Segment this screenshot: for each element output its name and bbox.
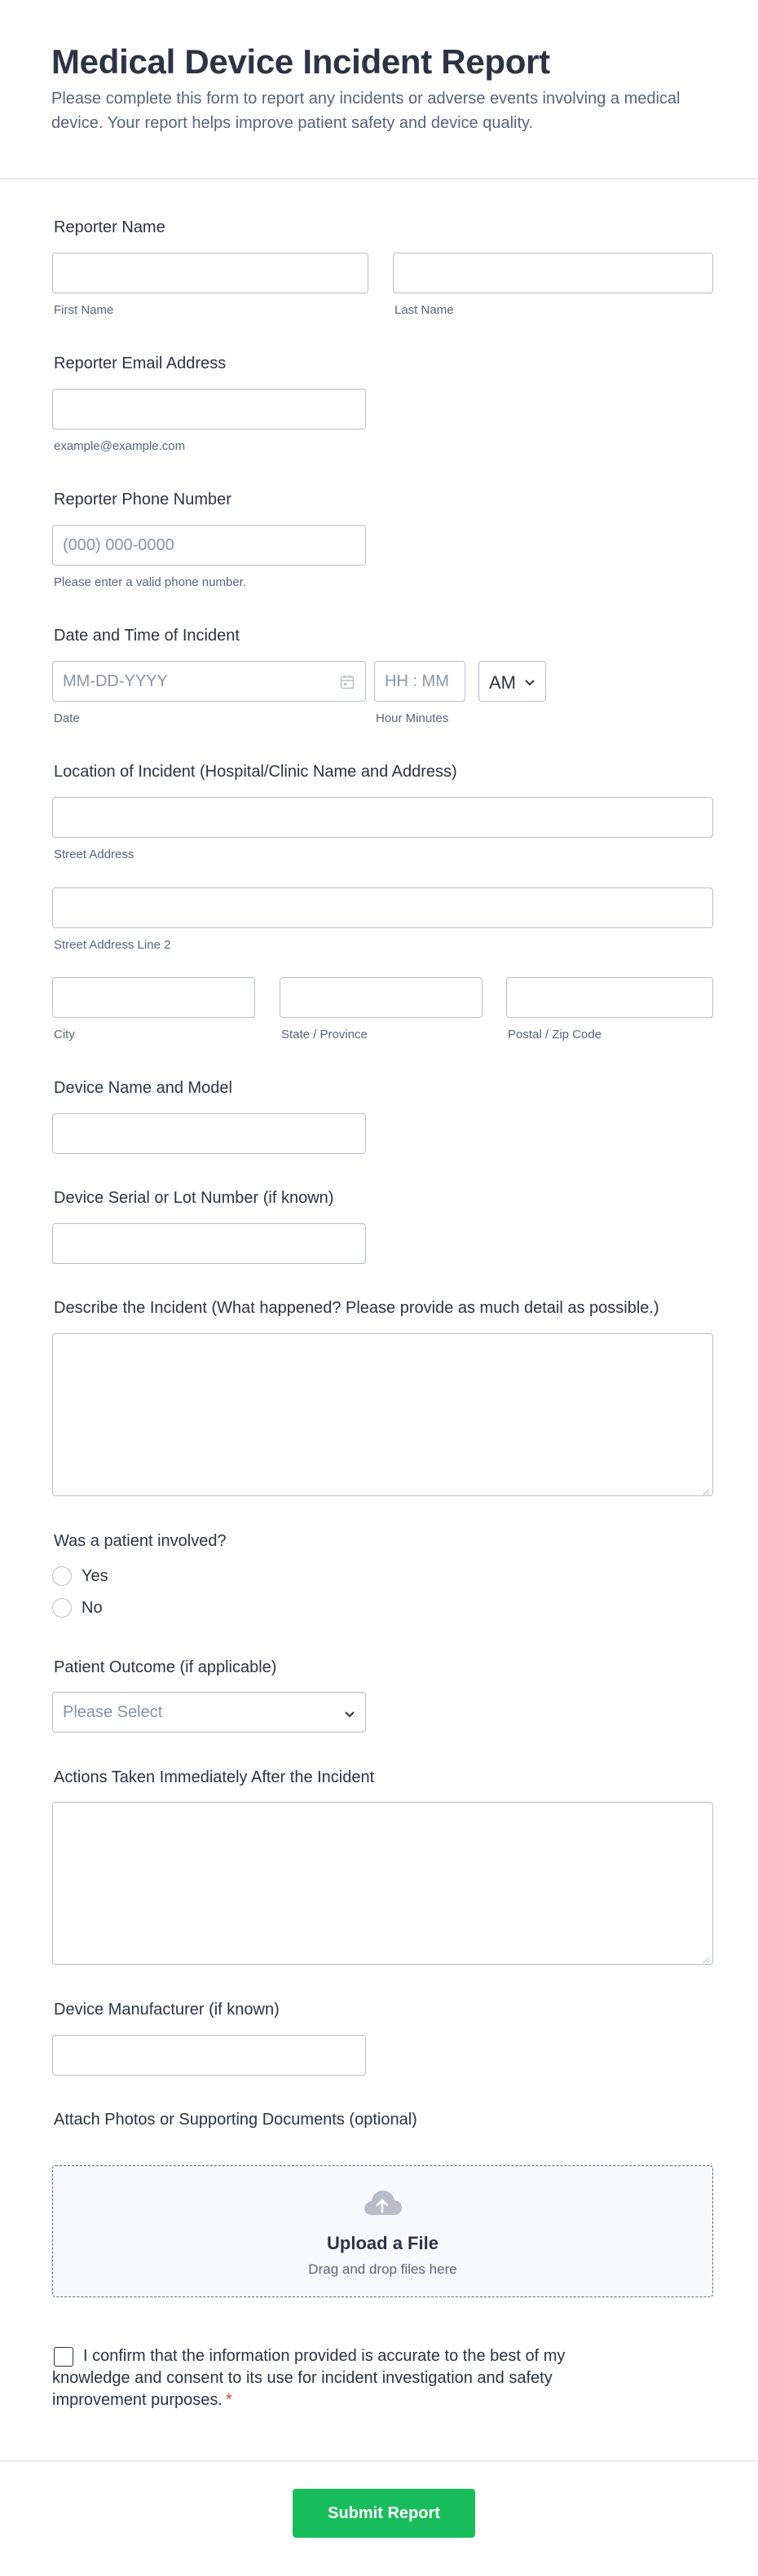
form-subtitle: Please complete this form to report any incidents or adverse events involving a medical device. Your report helps improve patient safety and device quality. bbox=[51, 90, 681, 132]
patient-outcome-label: Patient Outcome (if applicable) bbox=[54, 1658, 277, 1676]
upload-title: Upload a File bbox=[327, 2233, 438, 2253]
radio-yes-label[interactable]: Yes bbox=[82, 1567, 108, 1585]
state-input[interactable] bbox=[280, 977, 483, 1018]
upload-subtitle: Drag and drop files here bbox=[308, 2261, 457, 2277]
chevron-down-icon bbox=[344, 1708, 355, 1723]
cloud-upload-icon bbox=[360, 2187, 404, 2220]
actions-taken-label: Actions Taken Immediately After the Incident bbox=[54, 1768, 375, 1786]
reporter-name-label: Reporter Name bbox=[54, 218, 165, 236]
form-header bbox=[0, 0, 758, 179]
resize-handle-icon[interactable] bbox=[702, 1485, 710, 1493]
phone-placeholder: (000) 000-0000 bbox=[63, 536, 174, 554]
city-input[interactable] bbox=[52, 977, 255, 1018]
device-serial-input[interactable] bbox=[52, 1223, 366, 1264]
consent-text-block bbox=[52, 2345, 623, 2411]
ampm-select[interactable] bbox=[478, 661, 546, 702]
city-sublabel: City bbox=[54, 1028, 75, 1041]
zip-input[interactable] bbox=[506, 977, 713, 1018]
email-label: Reporter Email Address bbox=[54, 354, 227, 372]
phone-input[interactable] bbox=[52, 525, 366, 566]
street-address-2-input[interactable] bbox=[52, 887, 713, 928]
form-title: Medical Device Incident Report bbox=[51, 42, 550, 81]
resize-handle-icon[interactable] bbox=[702, 1953, 710, 1962]
phone-label: Reporter Phone Number bbox=[54, 491, 231, 509]
manufacturer-label: Device Manufacturer (if known) bbox=[54, 2001, 280, 2019]
phone-sublabel: Please enter a valid phone number. bbox=[54, 575, 246, 589]
radio-no[interactable] bbox=[52, 1598, 72, 1618]
device-name-label: Device Name and Model bbox=[54, 1079, 232, 1097]
last-name-input[interactable] bbox=[393, 253, 713, 293]
manufacturer-input[interactable] bbox=[52, 2035, 366, 2076]
last-name-sublabel: Last Name bbox=[394, 303, 454, 317]
email-sublabel: example@example.com bbox=[54, 439, 186, 453]
first-name-sublabel: First Name bbox=[54, 303, 114, 317]
time-placeholder: HH : MM bbox=[385, 672, 449, 690]
date-placeholder: MM-DD-YYYY bbox=[63, 672, 168, 690]
radio-yes[interactable] bbox=[52, 1566, 72, 1586]
incident-time-input[interactable] bbox=[374, 661, 465, 702]
street-address-2-sublabel: Street Address Line 2 bbox=[54, 938, 171, 952]
street-address-input[interactable] bbox=[52, 797, 713, 838]
device-name-input[interactable] bbox=[52, 1113, 366, 1154]
street-address-sublabel: Street Address bbox=[54, 848, 134, 861]
file-upload-dropzone[interactable] bbox=[52, 2165, 713, 2297]
device-serial-label: Device Serial or Lot Number (if known) bbox=[54, 1189, 334, 1207]
incident-datetime-label: Date and Time of Incident bbox=[54, 627, 240, 645]
time-sublabel: Hour Minutes bbox=[376, 711, 449, 725]
first-name-input[interactable] bbox=[52, 253, 368, 293]
attachments-label: Attach Photos or Supporting Documents (optional) bbox=[54, 2111, 417, 2129]
state-sublabel: State / Province bbox=[281, 1028, 368, 1041]
calendar-icon[interactable] bbox=[339, 674, 355, 690]
required-mark: * bbox=[225, 2391, 232, 2409]
description-textarea[interactable] bbox=[52, 1333, 713, 1496]
consent-text: I confirm that the information provided is accurate to the best of my knowledge and consent to its use for incident investigation and safety improvement purposes. bbox=[52, 2347, 566, 2409]
submit-report-button[interactable]: Submit Report bbox=[293, 2489, 475, 2538]
patient-outcome-select[interactable] bbox=[52, 1692, 366, 1733]
radio-no-label[interactable]: No bbox=[82, 1599, 103, 1617]
actions-taken-textarea[interactable] bbox=[52, 1802, 713, 1965]
ampm-value: AM bbox=[489, 672, 516, 693]
location-label: Location of Incident (Hospital/Clinic Name and Address) bbox=[54, 763, 457, 781]
incident-date-input[interactable] bbox=[52, 661, 366, 702]
footer-divider bbox=[0, 2460, 758, 2461]
date-sublabel: Date bbox=[54, 711, 80, 725]
patient-outcome-placeholder: Please Select bbox=[63, 1703, 163, 1721]
email-input[interactable] bbox=[52, 389, 366, 429]
patient-involved-label: Was a patient involved? bbox=[54, 1532, 227, 1550]
description-label: Describe the Incident (What happened? Please provide as much detail as possible.) bbox=[54, 1299, 659, 1317]
zip-sublabel: Postal / Zip Code bbox=[508, 1028, 602, 1041]
chevron-down-icon bbox=[524, 676, 535, 691]
